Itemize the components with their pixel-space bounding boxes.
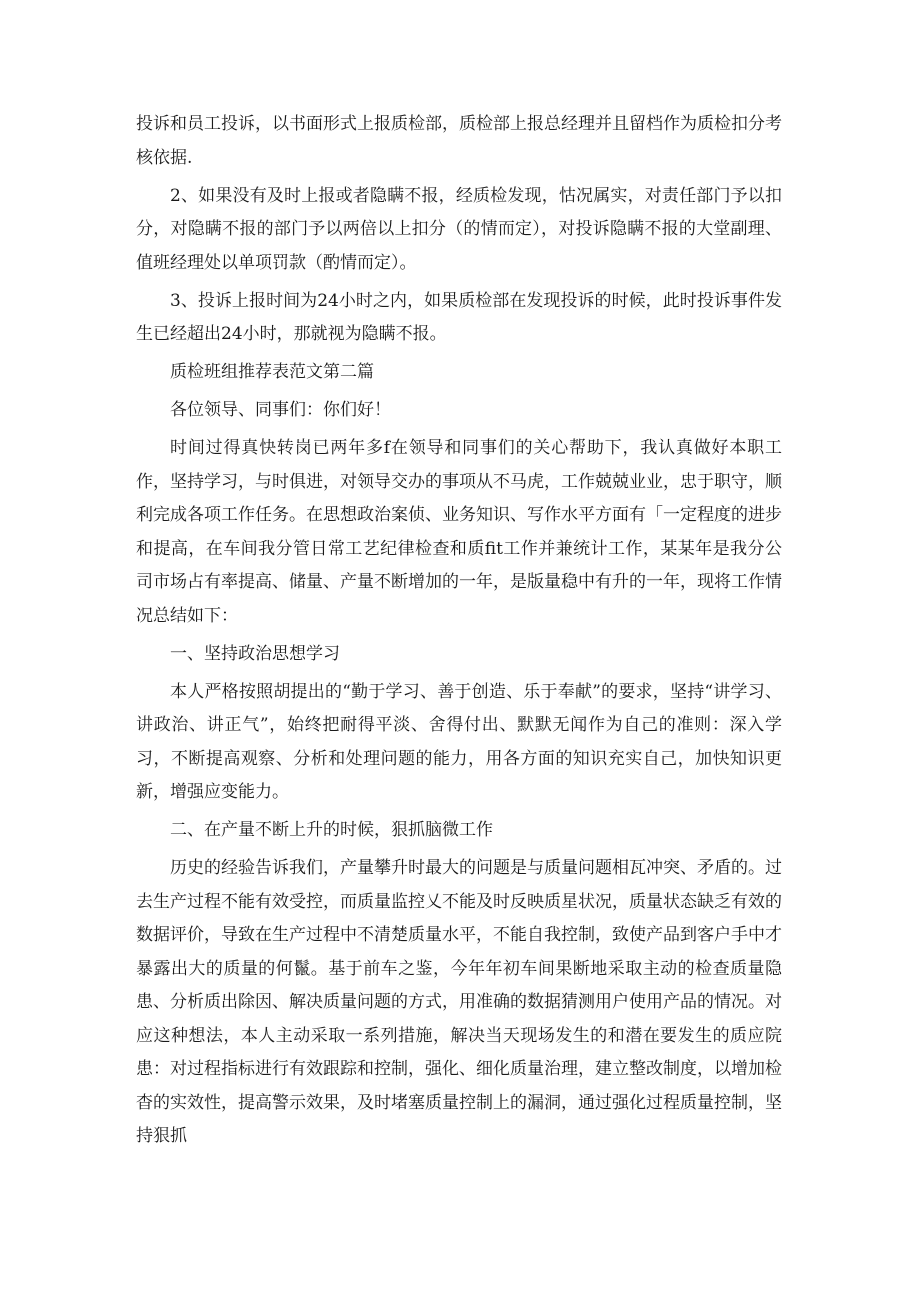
paragraph-political-study: 本人严格按照胡提出的“勤于学习、善于创造、乐于奉献”的要求，坚持“讲学习、讲政治、讲正气”，始终把耐得平淡、舍得付出、默默无闻作为自己的准则：深入学习，不断提高观察、分析和处理问题的能力，用各方面的知识充实自己，加快知识更新，增强应变能力。 [136,681,782,802]
paragraph-intro: 时间过得真快转岗已两年多f在领导和同事们的关心帮助下，我认真做好本职工作，坚持学习，与时俱进，对领导交办的事项从不马虎，工作兢兢业业，忠于职守，顺利完成各项工作任务。在思想政治案侦、业务知识、写作水平方面有「一定程度的进步和提高，在车间我分管日常工艺纪律检查和质fit工作并兼统计工作，某某年是我分公司市场占有率提高、储量、产量不断增加的一年，是版量稳中有升的一年，现将工作情况总结如下： [136,438,782,626]
section-title: 质检班组推荐表范文第二篇 [170,362,374,382]
heading-political-study: 一、坚持政治思想学习 [170,643,340,664]
document-body [136,108,782,1158]
paragraph-item-3: 3、投诉上报时间为24小时之内，如果质检部在发现投诉的时候，此时投诉事件发生已经超出24小时，那就视为隐瞒不报。 [136,290,782,344]
paragraph-complaint-reporting: 投诉和员工投诉，以书面形式上报质检部，质检部上报总经理并且留档作为质检扣分考核依据. [136,114,782,168]
paragraph-item-2: 2、如果没有及时上报或者隐瞒不报，经质检发现，怙况属实，对责任部门予以扣分，对隐瞒不报的部门予以两倍以上扣分（的情而定），对投诉隐瞒不报的大堂副理、值班经理处以单项罚款（酌情而定）。 [136,185,782,273]
greeting: 各位领导、同事们：你们好！ [170,400,391,420]
paragraph-quality-work: 历史的经验告诉我们，产量攀升时最大的问题是与质量问题相瓦冲突、矛盾的。过去生产过程不能有效受控，而质量监控乂不能及时反映质星状况，质量状态缺乏有效的数据评价，导致在生产过程中不清楚质量水平，不能自我控制，致使产品到客户手中才暴露出大的质量的何鬣。基于前车之鉴，今年年初车间果断地采取主动的检查质量隐患、分析质出除因、解决质量问题的方式，用准确的数据猜测用户使用产品的情况。对应这种想法，本人主动采取一系列措施，解决当天现场发生的和潜在要发生的质应院患：对过程指标进行有效跟踪和控制，强化、细化质量治理，建立整改制度，以增加检杳的实效性，提高警示效果，及时堵塞质量控制上的漏洞，通过强化过程质量控制，坚持狠抓 [136,858,782,1146]
heading-quality-work: 二、在产量不断上升的时候，狠抓脑微工作 [170,820,493,840]
